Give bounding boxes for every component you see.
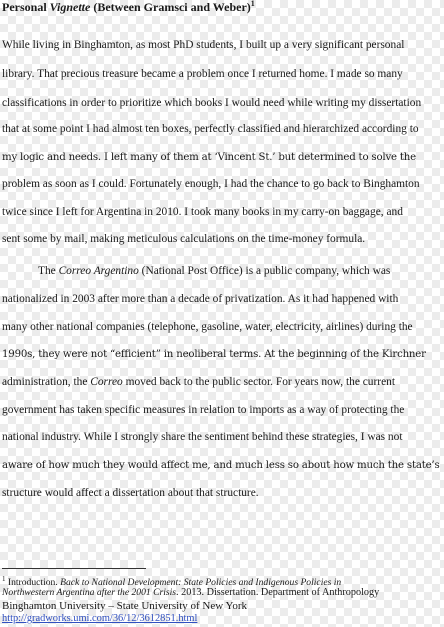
heading-text-italic: Vignette bbox=[49, 0, 91, 14]
paragraph1-line-3: classifications in order to prioritize which books I would need while writing my dissertation bbox=[2, 97, 422, 109]
footnote-line-2-italic: Northwestern Argentina after the 2001 Crisis bbox=[2, 587, 177, 598]
paragraph2-line-9: structure would affect a dissertation about that structure. bbox=[2, 487, 259, 499]
paragraph2-line-2: nationalized in 2003 after more than a decade of privatization. As it had happened with bbox=[2, 293, 399, 305]
footnote-link-line bbox=[2, 613, 197, 625]
paragraph2-line-5-italic: Correo bbox=[90, 376, 123, 388]
footnote-line-3: Binghamton University – State University of New York bbox=[2, 600, 248, 612]
heading-text-1: Personal bbox=[2, 0, 50, 14]
paragraph2-line-6: government has taken specific measures in relation to imports as a way of protecting the bbox=[2, 404, 405, 416]
paragraph2-line-1-italic: Correo Argentino bbox=[58, 265, 139, 277]
heading-footnote-mark: 1 bbox=[250, 0, 255, 8]
heading-text-2: (Between Gramsci and Weber) bbox=[90, 0, 251, 14]
paragraph1-line-8: sent some by mail, making meticulous calculations on the time-money formula. bbox=[2, 233, 366, 245]
paragraph2-line-5 bbox=[2, 375, 395, 389]
paragraph1-line-5: my logic and needs. I left many of them at ‘Vincent St.’ but determined to solve the bbox=[2, 152, 416, 163]
paragraph2-line-3: many other national companies (telephone, gasoline, water, electricity, airlines) during the bbox=[2, 321, 413, 333]
paragraph2-line-5-a: administration, the bbox=[2, 376, 91, 388]
paragraph1-line-7: twice since I left for Argentina in 2010. I took many books in my carry-on baggage, and bbox=[2, 206, 403, 218]
paragraph1-line-2: library. That precious treasure became a problem once I returned home. I made so many bbox=[2, 68, 403, 80]
footnote-mark: 1 bbox=[2, 575, 6, 583]
paragraph1-line-1: While living in Binghamton, as most PhD students, I built up a very significant personal bbox=[2, 39, 405, 51]
paragraph2-line-8: aware of how much they would affect me, and much less so about how much the state’s bbox=[2, 460, 440, 471]
footnote-line-2 bbox=[2, 587, 379, 599]
paragraph2-line-5-c: moved back to the public sector. For years now, the current bbox=[122, 376, 396, 388]
paragraph2-line-1-a: The bbox=[38, 265, 59, 277]
paragraph2-line-7: national industry. While I strongly share the sentiment behind these strategies, I was not bbox=[2, 431, 403, 443]
section-heading bbox=[2, 0, 255, 14]
footnote-divider bbox=[2, 568, 146, 569]
paragraph1-line-6: problem as soon as I could. Fortunately enough, I had the chance to go back to Binghamton bbox=[2, 178, 420, 190]
footnote-line-2-b: . 2013. Dissertation. Department of Anthropology bbox=[176, 587, 380, 598]
footnote-line-1-a: Introduction. bbox=[5, 577, 61, 589]
footnote-link[interactable]: http://gradworks.umi.com/36/12/3612851.html bbox=[2, 613, 198, 624]
paragraph2-line-1-c: (National Post Office) is a public company, which was bbox=[138, 265, 391, 277]
paragraph1-line-4: that at some point I had almost ten boxes, perfectly classified and hierarchized according to bbox=[2, 123, 419, 135]
paragraph2-line-1 bbox=[38, 264, 390, 278]
footnote-line-1-italic: Back to National Development: State Policies and Indigenous Policies in bbox=[60, 577, 342, 589]
paragraph2-line-4: 1990s, they were not “efficient” in neoliberal terms. At the beginning of the Kirchner bbox=[2, 349, 426, 360]
